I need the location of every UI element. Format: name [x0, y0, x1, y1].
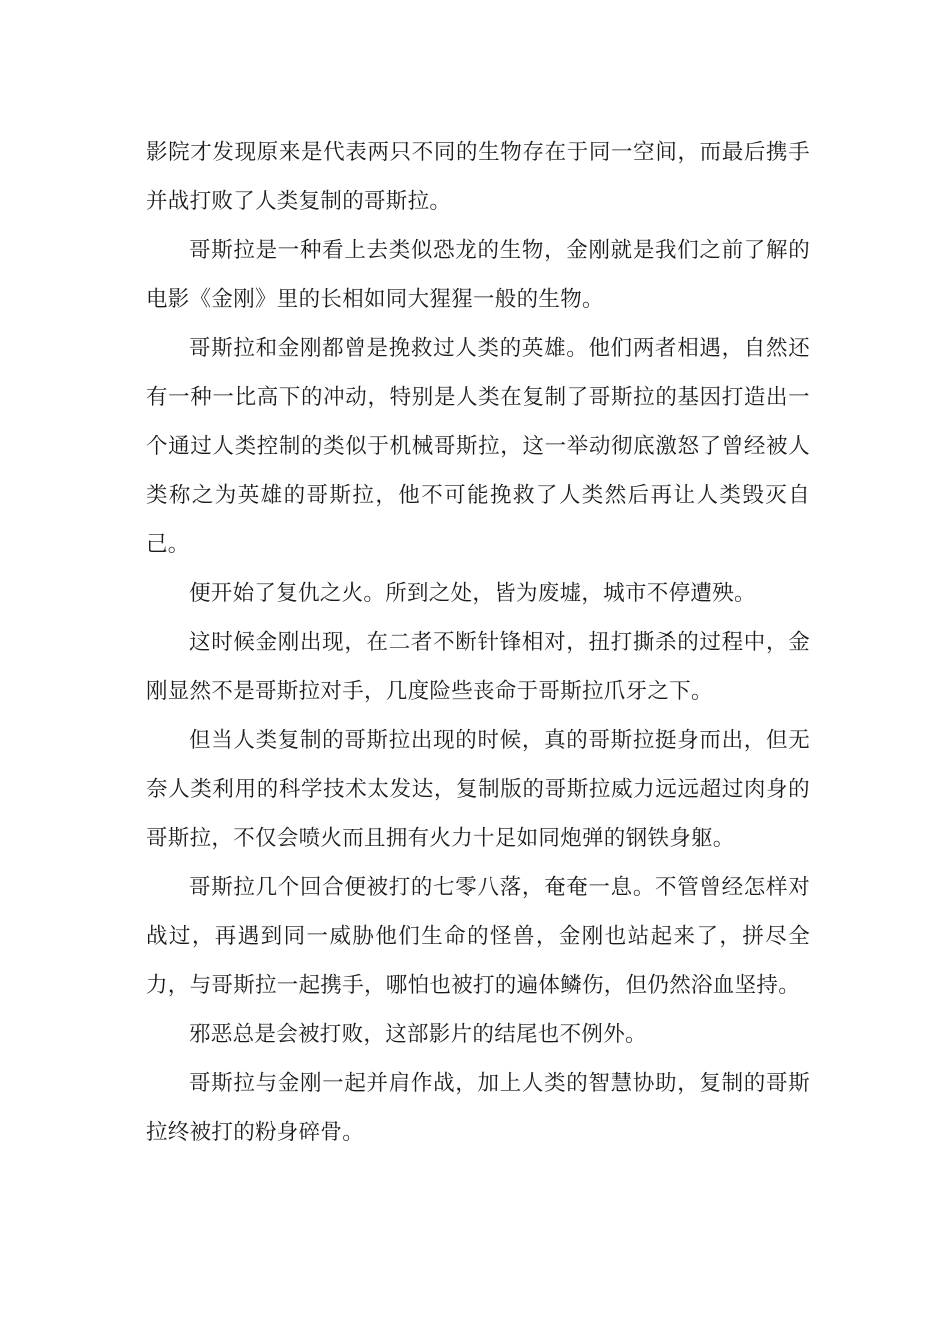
paragraph: 哥斯拉几个回合便被打的七零八落，奄奄一息。不管曾经怎样对战过，再遇到同一威胁他们生命的怪兽，金刚也站起来了，拼尽全力，与哥斯拉一起携手，哪怕也被打的遍体鳞伤，但仍然浴血坚持。 [146, 875, 810, 998]
paragraph: 但当人类复制的哥斯拉出现的时候，真的哥斯拉挺身而出，但无奈人类利用的科学技术太发达，复制版的哥斯拉威力远远超过肉身的哥斯拉，不仅会喷火而且拥有火力十足如同炮弹的钢铁身躯。 [146, 728, 810, 851]
paragraph: 便开始了复仇之火。所到之处，皆为废墟，城市不停遭殃。 [189, 581, 756, 606]
paragraph: 哥斯拉和金刚都曾是挽救过人类的英雄。他们两者相遇，自然还有一种一比高下的冲动，特别是人类在复制了哥斯拉的基因打造出一个通过人类控制的类似于机械哥斯拉，这一举动彻底激怒了曾经被人类称之为英雄的哥斯拉，他不可能挽救了人类然后再让人类毁灭自己。 [146, 336, 810, 557]
paragraph: 哥斯拉与金刚一起并肩作战，加上人类的智慧协助，复制的哥斯拉终被打的粉身碎骨。 [146, 1071, 810, 1145]
paragraph-continued: 影院才发现原来是代表两只不同的生物存在于同一空间，而最后携手并战打败了人类复制的哥斯拉。 [146, 140, 810, 214]
document-body [146, 128, 810, 1157]
paragraph: 邪恶总是会被打败，这部影片的结尾也不例外。 [189, 1022, 647, 1047]
paragraph: 哥斯拉是一种看上去类似恐龙的生物，金刚就是我们之前了解的电影《金刚》里的长相如同大猩猩一般的生物。 [146, 238, 810, 312]
paragraph: 这时候金刚出现，在二者不断针锋相对，扭打撕杀的过程中，金刚显然不是哥斯拉对手，几度险些丧命于哥斯拉爪牙之下。 [146, 630, 810, 704]
